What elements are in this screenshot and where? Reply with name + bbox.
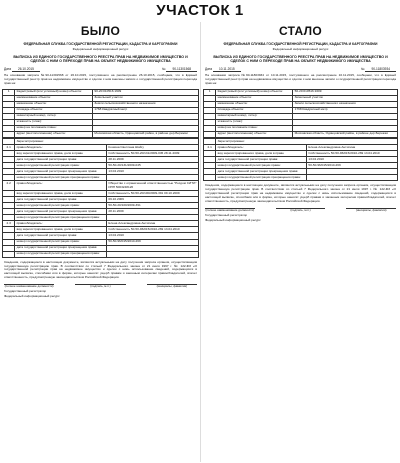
right-detail-row: [3, 251, 199, 257]
agency-name: ФЕДЕРАЛЬНАЯ СЛУЖБА ГОСУДАРСТВЕННОЙ РЕГИСТРАЦИИ, КАДАСТРА И КАРТОГРАФИИ: [23, 42, 178, 46]
detail-value: 50-50-96/015/2010-269: [107, 239, 199, 245]
signature-sign: (подпись, м.п.): [75, 284, 125, 289]
detail-label: дата государственной регистрации права:: [15, 157, 107, 163]
detail-label: вид зарегистрированного права, доля в праве: [15, 191, 107, 197]
field-label: этажность (этаж):: [216, 119, 293, 125]
column-heading: СТАЛО: [278, 24, 322, 38]
detail-value: 28.11.2009: [107, 209, 199, 215]
row-number: 1: [204, 89, 216, 95]
detail-label: дата государственной регистрации права:: [15, 197, 107, 203]
detail-label: номер государственной регистрации права:: [15, 239, 107, 245]
field-value: 1768 Квадратный метр: [293, 107, 398, 113]
signature-org: Государственный регистратор: [205, 212, 248, 217]
holder-number: 2.3: [3, 221, 15, 227]
holder-number: 2.1: [204, 144, 216, 150]
detail-value: 50-50-96/015/2010-269: [307, 163, 398, 169]
field-value: Земельный участок: [293, 95, 398, 101]
extract-before: [2, 24, 199, 460]
field-value: Земли сельскохозяйственного назначения: [293, 101, 398, 107]
page-title: УЧАСТОК 1: [156, 2, 244, 19]
document-meta: [4, 67, 197, 71]
signature-org: Государственный регистратор: [4, 289, 47, 294]
detail-label: номер государственной регистрации прекращения права:: [15, 215, 107, 221]
field-label: номер на поэтажном плане:: [15, 125, 93, 131]
holder-row: [3, 181, 199, 191]
detail-value: 28.11.2009: [107, 157, 199, 163]
field-label: наименование объекта:: [15, 95, 93, 101]
extract-after: [203, 24, 398, 460]
field-value: 90-20:010516:1609: [93, 89, 199, 95]
document-title: ВЫПИСКА ИЗ ЕДИНОГО ГОСУДАРСТВЕННОГО РЕЕСТРА ПРАВ НА НЕДВИЖИМОЕ ИМУЩЕСТВО И СДЕЛОК С НИМ О ПЕРЕХОДЕ ПРАВ НА ОБЪЕКТ НЕДВИЖИМОГО ИМУЩЕСТВА: [213, 55, 388, 64]
right-detail-row: [204, 175, 398, 181]
field-label: площадь объекта:: [15, 107, 93, 113]
registration-table: [203, 138, 398, 181]
detail-label: номер государственной регистрации прекращения права:: [15, 175, 107, 181]
detail-value: Собственность 50-50-96/015/2010-269 13.04.2010: [307, 151, 398, 157]
detail-value: Собственность 50-50-20/100/2009-391 09.10.2009: [107, 191, 199, 197]
row-number: [204, 175, 216, 181]
row-number: [3, 251, 15, 257]
field-label: Кадастровый (или условный) номер объекта:: [15, 89, 93, 95]
document-title: ВЫПИСКА ИЗ ЕДИНОГО ГОСУДАРСТВЕННОГО РЕЕСТРА ПРАВ НА НЕДВИЖИМОЕ ИМУЩЕСТВО И СДЕЛОК С НИМ О ПЕРЕХОДЕ ПРАВ НА ОБЪЕКТ НЕДВИЖИМОГО ИМУЩЕСТВА: [13, 55, 188, 64]
document-number: 90-11301568: [166, 67, 197, 72]
basis-text: На основании запроса №90-11803934 от 10.11.2015, поступившего на рассмотрение 10.11.2015, сообщаем, что в Единый государственный реестр прав на недвижимое имущество и сделок с ним внесены записи о государственной регистрации перехода прав на:: [205, 72, 396, 85]
number-label: №: [361, 66, 365, 71]
field-label: инвентарный номер, литер:: [216, 113, 293, 119]
field-value: 50-20:010516:1609: [293, 89, 398, 95]
holder-name: Кошина Светлана Шойгу: [107, 144, 199, 150]
detail-label: номер государственной регистрации права:: [15, 163, 107, 169]
detail-label: вид зарегистрированного права, доля в праве: [216, 151, 307, 157]
document-meta: [205, 67, 396, 71]
field-value: 1768 Квадратный метр: [93, 107, 199, 113]
resource-note: Федеральный информационный ресурс: [272, 47, 329, 52]
field-value: Земли сельскохозяйственного назначения: [93, 101, 199, 107]
registration-table: [2, 138, 199, 258]
detail-value: Собственность 50-50-20/131/2009-045 28.11.2009: [107, 151, 199, 157]
field-value: Московская область, Одинцовский район, в районе дер.Бережки: [293, 131, 398, 137]
number-label: №: [162, 66, 166, 71]
field-label: инвентарный номер, литер:: [15, 113, 93, 119]
object-table: [203, 89, 398, 138]
resource-note: Федеральный информационный ресурс: [72, 47, 129, 52]
holder-number: 2.2: [3, 181, 15, 191]
legal-notice: Сведения, содержащиеся в настоящем документе, являются актуальными на дату получения запроса органом, осуществляющим государственную регистрацию прав. В соответствии со статьей 7 Федерального закона от 21 июля 1997 г. № 122-ФЗ «О государственной регистрации прав на недвижимое имущество и сделок с ним» использование сведений, содержащихся в настоящей выписке, способами или в форме, которые наносят ущерб правам и законным интересам правообладателей, влечет ответственность, предусмотренную законодательством Российской Федерации.: [4, 259, 197, 280]
field-label: Кадастровый (или условный) номер объекта:: [216, 89, 293, 95]
field-label: этажность (этаж):: [15, 119, 93, 125]
date-label: Дата: [205, 66, 213, 71]
row-number: [204, 131, 216, 137]
detail-label: дата государственной регистрации права:: [216, 157, 307, 163]
registered-label: Зарегистрировано:: [15, 138, 199, 144]
field-label: назначение объекта:: [216, 101, 293, 107]
holder-number: 2.1: [3, 144, 15, 150]
detail-value: [107, 251, 199, 257]
detail-label: дата государственной регистрации права:: [15, 233, 107, 239]
field-label: назначение объекта:: [15, 101, 93, 107]
column-divider: [200, 22, 201, 462]
field-label: наименование объекта:: [216, 95, 293, 101]
signature-block: [205, 208, 396, 213]
agency-name: ФЕДЕРАЛЬНАЯ СЛУЖБА ГОСУДАРСТВЕННОЙ РЕГИСТРАЦИИ, КАДАСТРА И КАРТОГРАФИИ: [223, 42, 378, 46]
detail-value: 09.10.2009: [107, 197, 199, 203]
registered-label: Зарегистрировано:: [216, 138, 398, 144]
detail-value: [307, 175, 398, 181]
field-label: номер на поэтажном плане:: [216, 125, 293, 131]
holder-name: Елена Александровна Антипина: [307, 144, 398, 150]
object-row: [3, 131, 199, 137]
detail-value: 13.04.2010: [107, 233, 199, 239]
holder-label: правообладатель:: [15, 144, 107, 150]
detail-label: дата государственной регистрации прекращения права:: [15, 209, 107, 215]
document-date: 10.11.2015: [213, 67, 241, 72]
detail-label: номер государственной регистрации права:: [216, 163, 307, 169]
detail-label: номер государственной регистрации права:: [15, 203, 107, 209]
detail-label: вид зарегистрированного права, доля в праве: [15, 151, 107, 157]
holder-label: правообладатель:: [15, 181, 107, 191]
detail-value: 50-50-20/100/2009-391: [107, 203, 199, 209]
detail-label: дата государственной регистрации прекращения права:: [15, 245, 107, 251]
field-label: адрес (местоположение) объекта:: [216, 131, 293, 137]
signature-name: (инициалы, фамилия): [346, 208, 396, 213]
holder-name: Елена Александровна Антипина: [107, 221, 199, 227]
document-number: 90-11803934: [365, 67, 396, 72]
row-number: 1: [3, 89, 15, 95]
detail-value: 13.04.2010: [307, 157, 398, 163]
detail-label: номер государственной регистрации прекращения права:: [216, 175, 307, 181]
detail-value: 50-50-20/131/2009-045: [107, 163, 199, 169]
field-value: Московская область, Одинцовский район, в районе дер.Бережки: [93, 131, 199, 137]
signature-note: Федеральный информационный ресурс: [205, 217, 261, 222]
detail-label: дата государственной регистрации прекращения права:: [216, 169, 307, 175]
legal-notice: Сведения, содержащиеся в настоящем документе, являются актуальными на дату получения запроса органом, осуществляющим государственную регистрацию прав. В соответствии со статьей 7 Федерального закона от 21 июля 1997 г. № 122-ФЗ «О государственной регистрации прав на недвижимое имущество и сделок с ним» использование сведений, содержащихся в настоящей выписке, способами или в форме, которые наносят ущерб правам и законным интересам правообладателей, влечет ответственность, предусмотренную законодательством Российской Федерации.: [205, 183, 396, 203]
detail-label: номер государственной регистрации прекращения права:: [15, 251, 107, 257]
holder-label: правообладатель:: [15, 221, 107, 227]
holder-name: Общество с ограниченной ответственностью "Росдом СИТИ" ИНН 5003248126: [107, 181, 199, 191]
column-heading: БЫЛО: [80, 24, 121, 38]
detail-label: дата государственной регистрации прекращения права:: [15, 169, 107, 175]
detail-label: вид зарегистрированного права, доля в праве: [15, 227, 107, 233]
field-value: Земельный участок: [93, 95, 199, 101]
date-label: Дата: [4, 66, 12, 71]
signature-sign: (подпись, м.п.): [276, 208, 326, 213]
object-row: [204, 131, 398, 137]
signature-name: (инициалы, фамилия): [147, 284, 197, 289]
field-label: адрес (местоположение) объекта:: [15, 131, 93, 137]
signature-position: (полное наименование должности): [4, 284, 54, 289]
row-number: [3, 131, 15, 137]
field-label: площадь объекта:: [216, 107, 293, 113]
object-table: [2, 89, 199, 138]
signature-note: Федеральный информационный ресурс: [4, 293, 60, 298]
holder-label: правообладатель:: [216, 144, 307, 150]
basis-text: На основании запроса №90-11301568 от 26.10.2015, поступившего на рассмотрение 26.10.2015, сообщаем, что в Единый государственный реестр прав на недвижимое имущество и сделок с ним внесены записи о государственной регистрации перехода прав на:: [4, 72, 197, 85]
detail-value: Собственность 50-50-96/015/2010-269 13.04.2010: [107, 227, 199, 233]
detail-value: 13.04.2010: [107, 169, 199, 175]
document-date: 26.10.2015: [12, 67, 40, 72]
signature-position: (полное наименование должности): [205, 208, 255, 213]
